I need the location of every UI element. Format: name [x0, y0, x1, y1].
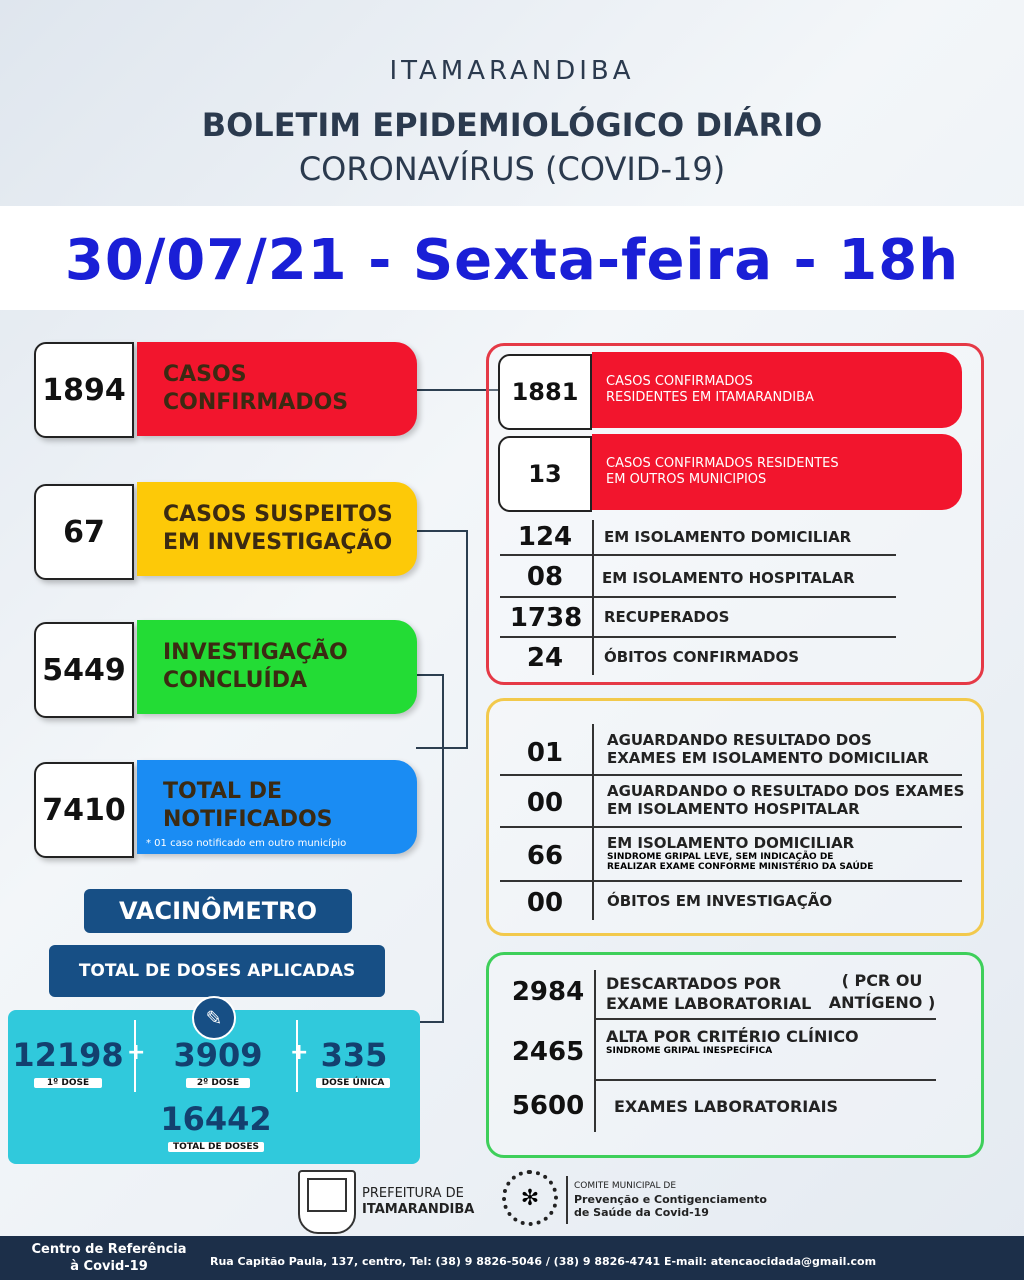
single-dose-label: DOSE ÚNICA — [316, 1078, 390, 1088]
awaiting-home-count: 01 — [526, 738, 564, 768]
notified-count: 7410 — [34, 762, 134, 858]
discarded-method-line1: ( PCR OU — [841, 971, 923, 990]
clinical-discharge-note: SINDROME GRIPAL INESPECÍFICA — [606, 1046, 773, 1056]
recovered-label: RECUPERADOS — [604, 608, 730, 626]
other-municipality-label — [592, 434, 962, 510]
footer-center-line1: Centro de Referência — [31, 1242, 187, 1257]
comite-line1: COMITE MUNICIPAL DE — [574, 1181, 677, 1191]
vaccinometer-title: VACINÔMETRO — [84, 889, 352, 933]
red-row-separator — [500, 554, 896, 556]
dose1-count: 12198 — [12, 1036, 124, 1074]
discarded-count: 2984 — [511, 977, 585, 1007]
red-row-separator — [500, 636, 896, 638]
bulletin-subtitle: CORONAVÍRUS (COVID-19) — [298, 150, 726, 188]
prefeitura-line2: ITAMARANDIBA — [362, 1202, 475, 1217]
discarded-label — [606, 974, 811, 1014]
clinical-discharge-line1: ALTA POR CRITÉRIO CLÍNICO — [606, 1027, 859, 1046]
dose2-label: 2º DOSE — [186, 1078, 250, 1088]
awaiting-hospital-label — [607, 782, 964, 818]
virus-icon: ✻ — [502, 1170, 558, 1226]
green-panel-divider — [594, 970, 596, 1132]
confirmed-label — [137, 342, 417, 436]
deaths-label: ÓBITOS CONFIRMADOS — [604, 648, 800, 666]
residents-label — [592, 352, 962, 428]
connector-concluded — [416, 674, 444, 1023]
suspected-label — [137, 482, 417, 576]
footer-address: Rua Capitão Paula, 137, centro, Tel: (38) 9 8826-5046 / (38) 9 8826-4741 E-mail: atencaocidada@gmail.com — [210, 1255, 877, 1268]
home-isolation-label: EM ISOLAMENTO DOMICILIAR — [604, 528, 852, 546]
confirmed-count: 1894 — [34, 342, 134, 438]
clinical-discharge-count: 2465 — [511, 1037, 585, 1067]
hospital-isolation-label: EM ISOLAMENTO HOSPITALAR — [602, 569, 855, 587]
awaiting-hospital-line2: EM ISOLAMENTO HOSPITALAR — [607, 800, 860, 818]
suspected-label-line2: EM INVESTIGAÇÃO — [163, 530, 393, 555]
recovered-count: 1738 — [509, 603, 583, 633]
home-isolation-sg-line1: EM ISOLAMENTO DOMICILIAR — [607, 834, 855, 852]
clinical-discharge-label — [606, 1028, 859, 1056]
other-municipality-label-line2: EM OUTROS MUNICIPIOS — [606, 472, 767, 487]
awaiting-home-label — [607, 731, 929, 767]
yellow-row-separator — [500, 826, 962, 828]
coat-of-arms-icon — [298, 1170, 356, 1234]
yellow-row-separator — [500, 774, 962, 776]
other-municipality-count: 13 — [498, 436, 592, 512]
deaths-investigation-label: ÓBITOS EM INVESTIGAÇÃO — [607, 892, 833, 910]
concluded-label-line2: CONCLUÍDA — [163, 668, 307, 693]
dose2-count: 3909 — [173, 1036, 263, 1074]
green-row-separator — [596, 1079, 936, 1081]
plus-sign: + — [290, 1040, 309, 1065]
prefeitura-line1: PREFEITURA DE — [362, 1186, 464, 1201]
home-isolation-sg-label — [607, 834, 873, 872]
plus-sign: + — [127, 1040, 146, 1065]
awaiting-hospital-count: 00 — [526, 788, 564, 818]
discarded-line1: DESCARTADOS POR — [606, 974, 782, 993]
confirmed-label-line2: CONFIRMADOS — [163, 390, 349, 415]
green-row-separator — [596, 1018, 936, 1020]
awaiting-home-line2: EXAMES EM ISOLAMENTO DOMICILIAR — [607, 749, 929, 767]
home-isolation-sg-count: 66 — [526, 841, 564, 871]
single-dose-count: 335 — [320, 1036, 388, 1074]
residents-count: 1881 — [498, 354, 592, 430]
footer-center-line2: à Covid-19 — [70, 1259, 148, 1274]
comite-line2: Prevenção e Contigenciamento — [574, 1193, 767, 1206]
prefeitura-logo-text — [362, 1186, 474, 1218]
total-doses-title: TOTAL DE DOSES APLICADAS — [49, 945, 385, 997]
comite-line3: de Saúde da Covid-19 — [574, 1206, 709, 1219]
yellow-panel-divider — [592, 724, 594, 920]
residents-label-line2: RESIDENTES EM ITAMARANDIBA — [606, 390, 814, 405]
home-isolation-sg-note1: SINDROME GRIPAL LEVE, SEM INDICAÇÃO DE — [607, 852, 834, 862]
notified-note: * 01 caso notificado em outro município — [146, 838, 347, 849]
deaths-count: 24 — [526, 643, 564, 673]
lab-exams-label: EXAMES LABORATORIAIS — [614, 1097, 839, 1116]
concluded-label-line1: INVESTIGAÇÃO — [163, 640, 348, 665]
deaths-investigation-count: 00 — [526, 888, 564, 918]
notified-label-line2: NOTIFICADOS — [163, 807, 333, 832]
lab-exams-count: 5600 — [511, 1091, 585, 1121]
hospital-isolation-count: 08 — [526, 562, 564, 592]
syringe-icon: ✎ — [192, 996, 236, 1040]
awaiting-home-line1: AGUARDANDO RESULTADO DOS — [607, 731, 872, 749]
notified-label-line1: TOTAL DE — [163, 779, 283, 804]
yellow-row-separator — [500, 880, 962, 882]
residents-label-line1: CASOS CONFIRMADOS — [606, 374, 753, 389]
red-row-separator — [500, 596, 896, 598]
home-isolation-sg-note2: REALIZAR EXAME CONFORME MINISTÉRIO DA SAÚDE — [607, 862, 874, 872]
suspected-label-line1: CASOS SUSPEITOS — [163, 502, 393, 527]
concluded-label — [137, 620, 417, 714]
concluded-count: 5449 — [34, 622, 134, 718]
city-name: ITAMARANDIBA — [389, 56, 635, 86]
awaiting-hospital-line1: AGUARDANDO O RESULTADO DOS EXAMES — [607, 782, 965, 800]
bulletin-date: 30/07/21 - Sexta-feira - 18h — [64, 228, 960, 293]
confirmed-label-line1: CASOS — [163, 362, 247, 387]
footer-center-name — [14, 1241, 204, 1275]
discarded-method-line2: ANTÍGENO ) — [828, 993, 936, 1012]
home-isolation-count: 124 — [517, 522, 573, 552]
logo-divider — [566, 1176, 568, 1224]
comite-logo-text — [574, 1180, 767, 1219]
other-municipality-label-line1: CASOS CONFIRMADOS RESIDENTES — [606, 456, 839, 471]
suspected-count: 67 — [34, 484, 134, 580]
dose1-label: 1º DOSE — [34, 1078, 102, 1088]
total-doses-label: TOTAL DE DOSES — [168, 1142, 264, 1152]
discarded-line2: EXAME LABORATORIAL — [606, 994, 812, 1013]
total-doses-count: 16442 — [160, 1100, 272, 1138]
discarded-method — [826, 970, 938, 1014]
bulletin-title: BOLETIM EPIDEMIOLÓGICO DIÁRIO — [201, 106, 823, 144]
